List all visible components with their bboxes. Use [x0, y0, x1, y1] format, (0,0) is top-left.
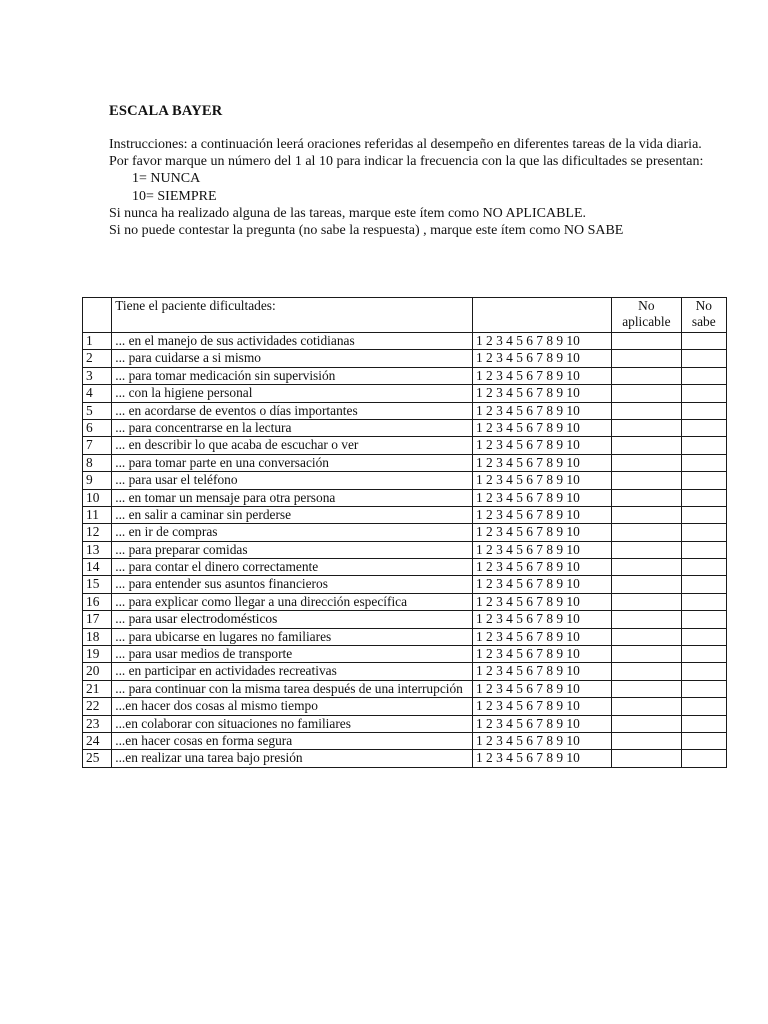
row-scale-options[interactable]: 1 2 3 4 5 6 7 8 9 10 — [473, 663, 612, 680]
row-item-text: ... para tomar parte en una conversación — [112, 454, 473, 471]
row-no-aplicable-cell[interactable] — [612, 611, 682, 628]
row-number: 22 — [83, 698, 112, 715]
row-scale-options[interactable]: 1 2 3 4 5 6 7 8 9 10 — [473, 559, 612, 576]
row-no-aplicable-cell[interactable] — [612, 541, 682, 558]
row-no-aplicable-cell[interactable] — [612, 559, 682, 576]
row-number: 14 — [83, 559, 112, 576]
row-scale-options[interactable]: 1 2 3 4 5 6 7 8 9 10 — [473, 593, 612, 610]
row-scale-options[interactable]: 1 2 3 4 5 6 7 8 9 10 — [473, 628, 612, 645]
row-scale-options[interactable]: 1 2 3 4 5 6 7 8 9 10 — [473, 576, 612, 593]
table-row — [83, 698, 727, 715]
bayer-scale-table — [82, 297, 727, 768]
row-scale-options[interactable]: 1 2 3 4 5 6 7 8 9 10 — [473, 698, 612, 715]
table-row — [83, 385, 727, 402]
row-item-text: ... en salir a caminar sin perderse — [112, 506, 473, 523]
table-row — [83, 576, 727, 593]
row-scale-options[interactable]: 1 2 3 4 5 6 7 8 9 10 — [473, 524, 612, 541]
row-item-text: ...en colaborar con situaciones no familiares — [112, 715, 473, 732]
table-row — [83, 437, 727, 454]
table-row — [83, 750, 727, 767]
row-item-text: ... en acordarse de eventos o días importantes — [112, 402, 473, 419]
row-item-text: ... para usar el teléfono — [112, 472, 473, 489]
row-no-sabe-cell[interactable] — [681, 628, 726, 645]
table-row — [83, 367, 727, 384]
row-number: 3 — [83, 367, 112, 384]
row-scale-options[interactable]: 1 2 3 4 5 6 7 8 9 10 — [473, 489, 612, 506]
row-no-sabe-cell[interactable] — [681, 506, 726, 523]
row-no-sabe-cell[interactable] — [681, 350, 726, 367]
table-row — [83, 333, 727, 350]
row-scale-options[interactable]: 1 2 3 4 5 6 7 8 9 10 — [473, 541, 612, 558]
row-number: 9 — [83, 472, 112, 489]
row-no-aplicable-cell[interactable] — [612, 419, 682, 436]
row-number: 12 — [83, 524, 112, 541]
row-no-aplicable-cell[interactable] — [612, 350, 682, 367]
row-scale-options[interactable]: 1 2 3 4 5 6 7 8 9 10 — [473, 472, 612, 489]
row-no-sabe-cell[interactable] — [681, 333, 726, 350]
row-number: 2 — [83, 350, 112, 367]
header-item-cell: Tiene el paciente dificultades: — [112, 298, 473, 333]
row-item-text: ... para preparar comidas — [112, 541, 473, 558]
row-number: 11 — [83, 506, 112, 523]
row-item-text: ... para contar el dinero correctamente — [112, 559, 473, 576]
instructions-no-sabe: Si no puede contestar la pregunta (no sabe la respuesta) , marque este ítem como NO SABE — [109, 223, 624, 239]
row-scale-options[interactable]: 1 2 3 4 5 6 7 8 9 10 — [473, 732, 612, 749]
row-item-text: ... en el manejo de sus actividades cotidianas — [112, 333, 473, 350]
table-header-row — [83, 298, 727, 333]
row-number: 17 — [83, 611, 112, 628]
row-no-sabe-cell[interactable] — [681, 593, 726, 610]
row-no-sabe-cell[interactable] — [681, 576, 726, 593]
table-row — [83, 489, 727, 506]
row-no-sabe-cell[interactable] — [681, 646, 726, 663]
row-no-aplicable-cell[interactable] — [612, 750, 682, 767]
row-number: 25 — [83, 750, 112, 767]
row-no-aplicable-cell[interactable] — [612, 437, 682, 454]
header-num-cell — [83, 298, 112, 333]
row-item-text: ... para entender sus asuntos financieros — [112, 576, 473, 593]
row-item-text: ... en describir lo que acaba de escuchar o ver — [112, 437, 473, 454]
row-no-sabe-cell[interactable] — [681, 454, 726, 471]
table-row — [83, 732, 727, 749]
row-no-sabe-cell[interactable] — [681, 541, 726, 558]
document-title: ESCALA BAYER — [109, 103, 223, 119]
header-no-aplicable-cell: No aplicable — [612, 298, 682, 333]
row-item-text: ... para cuidarse a si mismo — [112, 350, 473, 367]
row-no-aplicable-cell[interactable] — [612, 333, 682, 350]
row-no-aplicable-cell[interactable] — [612, 489, 682, 506]
row-scale-options[interactable]: 1 2 3 4 5 6 7 8 9 10 — [473, 350, 612, 367]
row-scale-options[interactable]: 1 2 3 4 5 6 7 8 9 10 — [473, 437, 612, 454]
instructions-block — [109, 136, 709, 239]
row-no-sabe-cell[interactable] — [681, 419, 726, 436]
row-no-sabe-cell[interactable] — [681, 437, 726, 454]
instructions-nunca: 1= NUNCA — [132, 171, 201, 187]
row-number: 4 — [83, 385, 112, 402]
row-item-text: ... en ir de compras — [112, 524, 473, 541]
row-no-sabe-cell[interactable] — [681, 489, 726, 506]
row-scale-options[interactable]: 1 2 3 4 5 6 7 8 9 10 — [473, 454, 612, 471]
table-row — [83, 472, 727, 489]
row-item-text: ... para tomar medicación sin supervisión — [112, 367, 473, 384]
row-number: 20 — [83, 663, 112, 680]
table-row — [83, 559, 727, 576]
row-no-aplicable-cell[interactable] — [612, 663, 682, 680]
table-row — [83, 350, 727, 367]
row-no-sabe-cell[interactable] — [681, 680, 726, 697]
row-scale-options[interactable]: 1 2 3 4 5 6 7 8 9 10 — [473, 333, 612, 350]
instructions-text: Instrucciones: a continuación leerá oraciones referidas al desempeño en diferentes tareas de la vida diaria. Por favor marque un número del 1 al 10 para indicar la frecuencia con la que las dificultades se presentan: — [109, 137, 704, 170]
row-no-aplicable-cell[interactable] — [612, 506, 682, 523]
row-item-text: ... para explicar como llegar a una dirección específica — [112, 593, 473, 610]
row-scale-options[interactable]: 1 2 3 4 5 6 7 8 9 10 — [473, 367, 612, 384]
table-row — [83, 419, 727, 436]
row-item-text: ... para continuar con la misma tarea después de una interrupción — [112, 680, 473, 697]
row-number: 24 — [83, 732, 112, 749]
row-number: 23 — [83, 715, 112, 732]
row-no-sabe-cell[interactable] — [681, 367, 726, 384]
row-number: 15 — [83, 576, 112, 593]
row-no-sabe-cell[interactable] — [681, 559, 726, 576]
row-no-sabe-cell[interactable] — [681, 402, 726, 419]
row-number: 16 — [83, 593, 112, 610]
row-no-sabe-cell[interactable] — [681, 385, 726, 402]
row-scale-options[interactable]: 1 2 3 4 5 6 7 8 9 10 — [473, 506, 612, 523]
row-number: 10 — [83, 489, 112, 506]
row-number: 1 — [83, 333, 112, 350]
row-scale-options[interactable]: 1 2 3 4 5 6 7 8 9 10 — [473, 680, 612, 697]
table-row — [83, 611, 727, 628]
row-no-sabe-cell[interactable] — [681, 732, 726, 749]
row-item-text: ... en tomar un mensaje para otra persona — [112, 489, 473, 506]
row-scale-options[interactable]: 1 2 3 4 5 6 7 8 9 10 — [473, 402, 612, 419]
row-no-aplicable-cell[interactable] — [612, 367, 682, 384]
row-scale-options[interactable]: 1 2 3 4 5 6 7 8 9 10 — [473, 385, 612, 402]
row-item-text: ... para usar medios de transporte — [112, 646, 473, 663]
row-item-text: ...en hacer dos cosas al mismo tiempo — [112, 698, 473, 715]
row-no-aplicable-cell[interactable] — [612, 680, 682, 697]
table-row — [83, 680, 727, 697]
table-row — [83, 402, 727, 419]
table-row — [83, 506, 727, 523]
row-number: 19 — [83, 646, 112, 663]
row-no-aplicable-cell[interactable] — [612, 646, 682, 663]
table-row — [83, 663, 727, 680]
row-no-aplicable-cell[interactable] — [612, 454, 682, 471]
row-no-aplicable-cell[interactable] — [612, 715, 682, 732]
row-no-aplicable-cell[interactable] — [612, 385, 682, 402]
row-number: 21 — [83, 680, 112, 697]
row-no-aplicable-cell[interactable] — [612, 698, 682, 715]
instructions-no-aplicable: Si nunca ha realizado alguna de las tareas, marque este ítem como NO APLICABLE. — [109, 205, 587, 221]
table-row — [83, 454, 727, 471]
row-no-aplicable-cell[interactable] — [612, 472, 682, 489]
table-row — [83, 715, 727, 732]
row-no-aplicable-cell[interactable] — [612, 732, 682, 749]
row-no-sabe-cell[interactable] — [681, 611, 726, 628]
row-scale-options[interactable]: 1 2 3 4 5 6 7 8 9 10 — [473, 611, 612, 628]
row-no-aplicable-cell[interactable] — [612, 524, 682, 541]
row-item-text: ...en hacer cosas en forma segura — [112, 732, 473, 749]
row-no-aplicable-cell[interactable] — [612, 402, 682, 419]
table-row — [83, 646, 727, 663]
instructions-siempre: 10= SIEMPRE — [132, 188, 217, 204]
table-row — [83, 524, 727, 541]
row-no-sabe-cell[interactable] — [681, 524, 726, 541]
row-item-text: ... con la higiene personal — [112, 385, 473, 402]
row-number: 6 — [83, 419, 112, 436]
row-number: 13 — [83, 541, 112, 558]
row-no-sabe-cell[interactable] — [681, 750, 726, 767]
row-scale-options[interactable]: 1 2 3 4 5 6 7 8 9 10 — [473, 419, 612, 436]
row-item-text: ... para usar electrodomésticos — [112, 611, 473, 628]
row-scale-options[interactable]: 1 2 3 4 5 6 7 8 9 10 — [473, 646, 612, 663]
row-no-sabe-cell[interactable] — [681, 472, 726, 489]
row-item-text: ... en participar en actividades recreativas — [112, 663, 473, 680]
table-row — [83, 593, 727, 610]
row-number: 5 — [83, 402, 112, 419]
row-scale-options[interactable]: 1 2 3 4 5 6 7 8 9 10 — [473, 750, 612, 767]
row-item-text: ...en realizar una tarea bajo presión — [112, 750, 473, 767]
table-row — [83, 541, 727, 558]
row-no-sabe-cell[interactable] — [681, 663, 726, 680]
row-no-sabe-cell[interactable] — [681, 698, 726, 715]
row-number: 7 — [83, 437, 112, 454]
row-number: 18 — [83, 628, 112, 645]
row-scale-options[interactable]: 1 2 3 4 5 6 7 8 9 10 — [473, 715, 612, 732]
table-row — [83, 628, 727, 645]
header-no-sabe-cell: No sabe — [681, 298, 726, 333]
header-scale-cell — [473, 298, 612, 333]
row-no-aplicable-cell[interactable] — [612, 593, 682, 610]
row-item-text: ... para ubicarse en lugares no familiares — [112, 628, 473, 645]
row-no-aplicable-cell[interactable] — [612, 628, 682, 645]
row-item-text: ... para concentrarse en la lectura — [112, 419, 473, 436]
row-number: 8 — [83, 454, 112, 471]
row-no-aplicable-cell[interactable] — [612, 576, 682, 593]
row-no-sabe-cell[interactable] — [681, 715, 726, 732]
